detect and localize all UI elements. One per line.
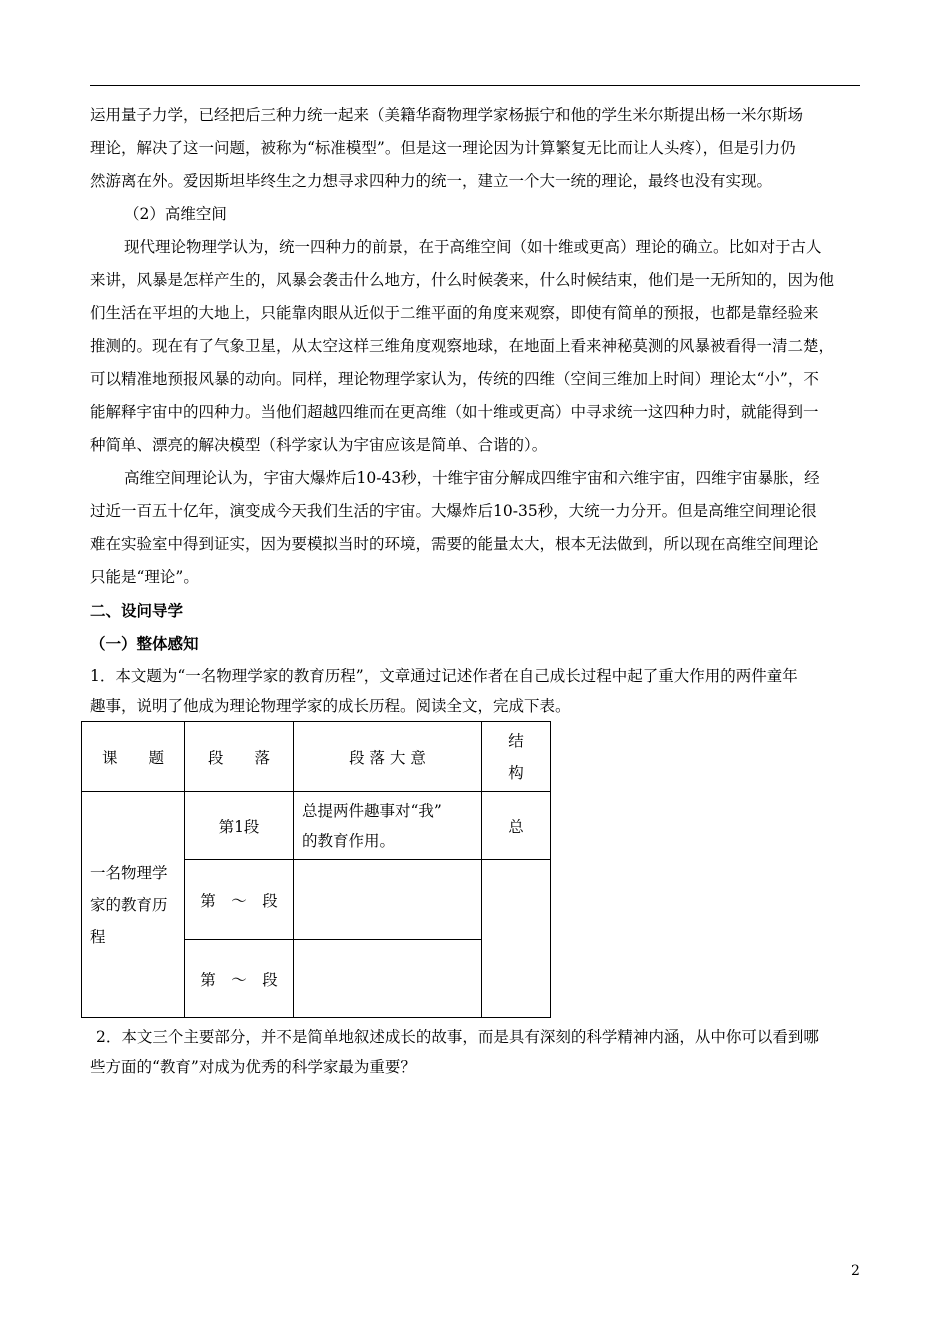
- p2-line-2: 过近一百五十亿年，演变成今天我们生活的宇宙。大爆炸后10-35秒，大统一力分开。但是高维空间理论很: [90, 502, 817, 520]
- title-cell-line-3: 程: [90, 927, 106, 946]
- row2-paragraph: 第 ～ 段: [185, 860, 294, 940]
- title-cell-line-2: 家的教育历: [90, 895, 168, 914]
- row1-meaning: [294, 792, 482, 860]
- structure-table: [81, 721, 551, 1018]
- q2-line-1: 2．本文三个主要部分，并不是简单地叙述成长的故事，而是具有深刻的科学精神内涵，从中你可以看到哪: [96, 1028, 819, 1046]
- q1-line-2: 趣事，说明了他成为理论物理学家的成长历程。阅读全文，完成下表。: [90, 697, 571, 715]
- header-rule: [90, 85, 860, 86]
- header-structure-line-1: 结: [508, 731, 524, 750]
- page-number: 2: [851, 1263, 860, 1279]
- header-structure: [482, 722, 551, 792]
- title-cell: [82, 792, 185, 1018]
- intro-line-3: 然游离在外。爱因斯坦毕终生之力想寻求四种力的统一，建立一个大一统的理论，最终也没有实现。: [90, 172, 773, 190]
- row3-paragraph: 第 ～ 段: [185, 940, 294, 1018]
- title-cell-line-1: 一名物理学: [90, 863, 168, 882]
- row1-meaning-line-2: 的教育作用。: [302, 831, 396, 850]
- p1-line-1: 现代理论物理学认为，统一四种力的前景，在于高维空间（如十维或更高）理论的确立。比如对于古人: [124, 238, 822, 256]
- guide-heading: 二、设问导学: [90, 601, 184, 620]
- header-structure-line-2: 构: [508, 763, 524, 782]
- row2-meaning[interactable]: [294, 860, 482, 940]
- p1-line-7: 种简单、漂亮的解决模型（科学家认为宇宙应该是简单、合谐的）。: [90, 436, 548, 454]
- intro-line-2: 理论，解决了这一问题，被称为“标准模型”。但是这一理论因为计算繁复无比而让人头疼），但是引力仍: [90, 139, 796, 157]
- p2-line-3: 难在实验室中得到证实，因为要模拟当时的环境，需要的能量太大，根本无法做到，所以现在高维空间理论: [90, 535, 819, 553]
- row2-3-structure[interactable]: [482, 860, 551, 1018]
- p1-line-6: 能解释宇宙中的四种力。当他们超越四维而在更高维（如十维或更高）中寻求统一这四种力时，就能得到一: [90, 403, 819, 421]
- q2-line-2: 些方面的“教育”对成为优秀的科学家最为重要？: [90, 1058, 416, 1076]
- row1-paragraph: 第1段: [185, 792, 294, 860]
- header-paragraph: 段 落: [185, 722, 294, 792]
- p1-line-3: 们生活在平坦的大地上，只能靠肉眼从近似于二维平面的角度来观察，即使有简单的预报，也都是靠经验来: [90, 304, 819, 322]
- intro-line-1: 运用量子力学，已经把后三种力统一起来（美籍华裔物理学家杨振宁和他的学生米尔斯提出杨一米尔斯场: [90, 106, 804, 124]
- p1-line-5: 可以精准地预报风暴的动向。同样，理论物理学家认为，传统的四维（空间三维加上时间）理论太“小”，不: [90, 370, 819, 388]
- q1-line-1: 1．本文题为“一名物理学家的教育历程”，文章通过记述作者在自己成长过程中起了重大作用的两件童年: [90, 667, 798, 685]
- overall-perception-heading: （一）整体感知: [90, 634, 199, 653]
- row1-structure: 总: [482, 792, 551, 860]
- table-header-row: [82, 722, 551, 792]
- p2-line-1: 高维空间理论认为，宇宙大爆炸后10-43秒，十维宇宙分解成四维宇宙和六维宇宙，四维宇宙暴胀，经: [124, 469, 820, 487]
- header-meaning: 段 落 大 意: [294, 722, 482, 792]
- row3-meaning[interactable]: [294, 940, 482, 1018]
- row1-meaning-line-1: 总提两件趣事对“我”: [302, 801, 442, 820]
- p1-line-2: 来讲，风暴是怎样产生的，风暴会袭击什么地方，什么时候袭来，什么时候结束，他们是一无所知的，因为他: [90, 271, 835, 289]
- p2-line-4: 只能是“理论”。: [90, 568, 199, 586]
- table-row: [82, 792, 551, 860]
- section-heading-high-dimension: （2）高维空间: [124, 205, 227, 223]
- header-title: 课 题: [82, 722, 185, 792]
- p1-line-4: 推测的。现在有了气象卫星，从太空这样三维角度观察地球，在地面上看来神秘莫测的风暴被看得一清二楚，: [90, 337, 835, 355]
